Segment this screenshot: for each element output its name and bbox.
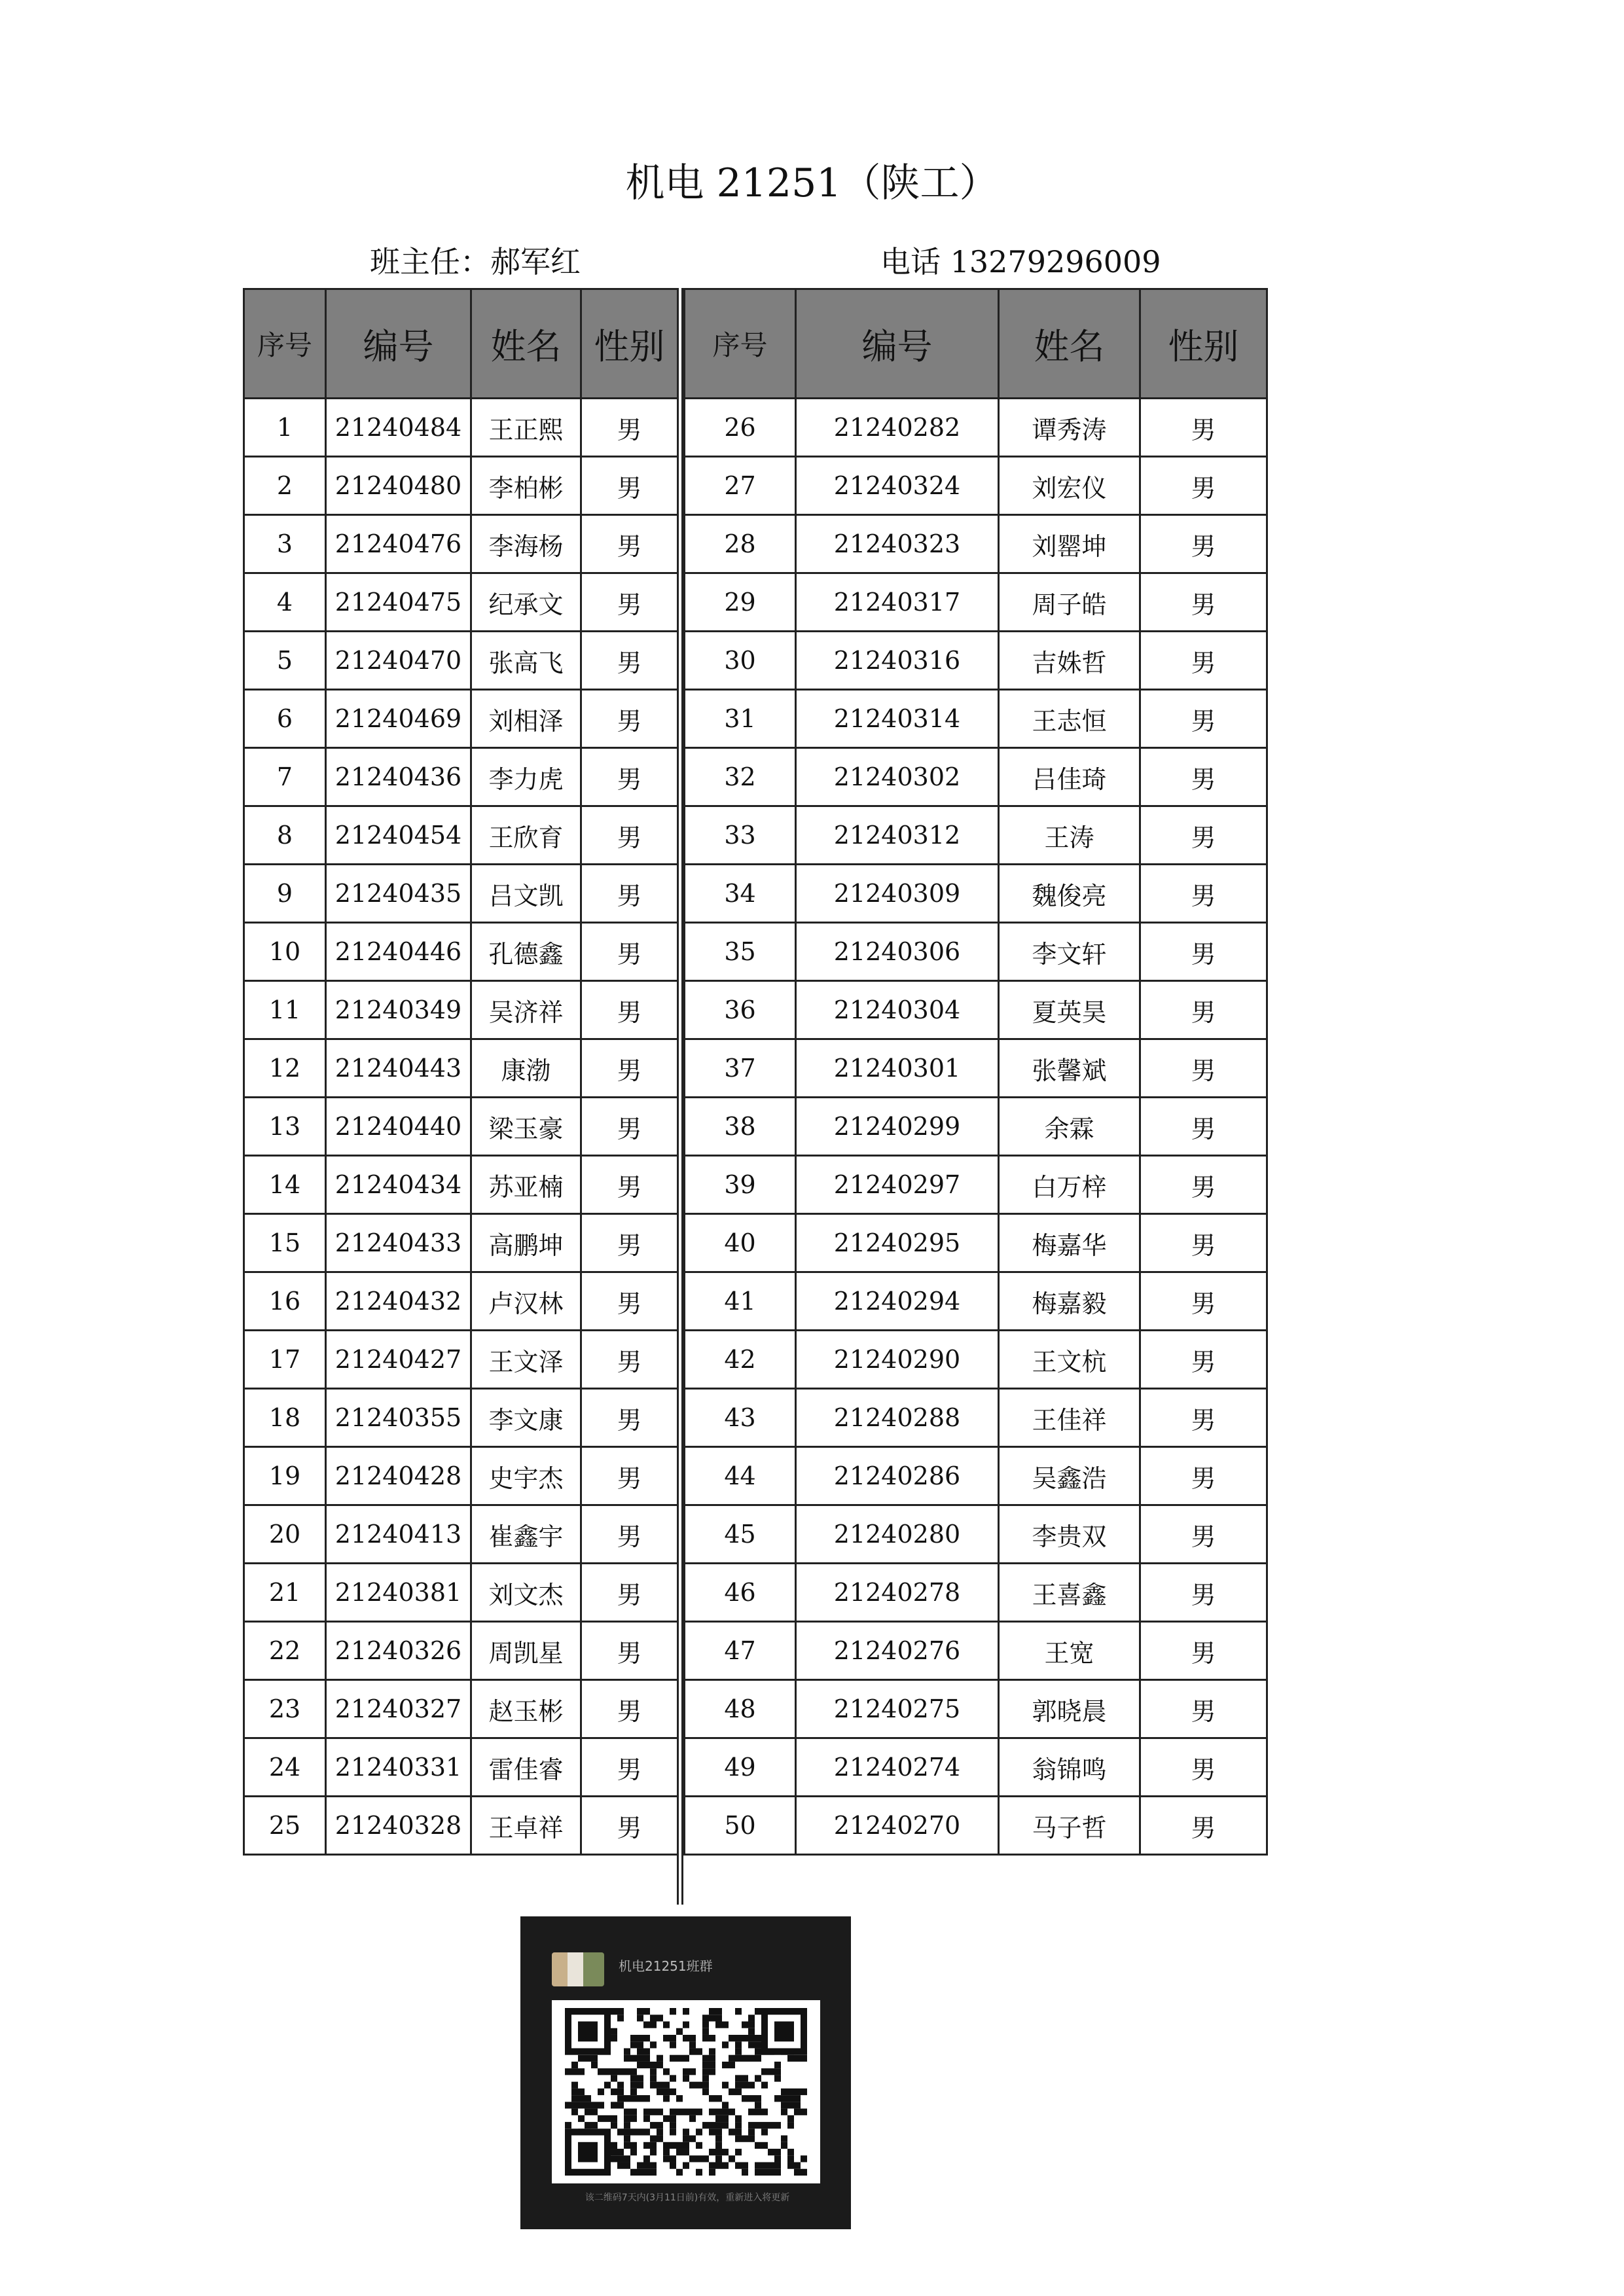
cell-id: 21240476 [326,515,471,573]
header-gender: 性别 [1140,289,1267,399]
table-row [244,1156,678,1214]
cell-gender: 男 [1140,923,1267,981]
cell-gender: 男 [1140,1331,1267,1389]
cell-name: 刘相泽 [471,690,581,748]
cell-id: 21240435 [326,865,471,923]
cell-id: 21240297 [796,1156,999,1214]
cell-gender: 男 [581,632,678,690]
table-row [244,1389,678,1447]
cell-seq: 40 [685,1214,796,1272]
table-row [244,1680,678,1738]
table-row [685,865,1267,923]
cell-name: 梁玉豪 [471,1098,581,1156]
cell-seq: 30 [685,632,796,690]
qr-code-box [552,2000,820,2183]
cell-seq: 31 [685,690,796,748]
cell-gender: 男 [581,1505,678,1564]
cell-name: 李贵双 [999,1505,1140,1564]
cell-seq: 16 [244,1272,326,1331]
table-row [244,923,678,981]
cell-name: 高鹏坤 [471,1214,581,1272]
table-divider [677,288,683,1905]
cell-name: 纪承文 [471,573,581,632]
cell-seq: 35 [685,923,796,981]
cell-seq: 12 [244,1039,326,1098]
table-row [244,1622,678,1680]
cell-name: 吴鑫浩 [999,1447,1140,1505]
cell-name: 王欣育 [471,806,581,865]
cell-seq: 6 [244,690,326,748]
cell-gender: 男 [1140,748,1267,806]
cell-name: 王文杭 [999,1331,1140,1389]
cell-seq: 33 [685,806,796,865]
cell-name: 周凯星 [471,1622,581,1680]
cell-gender: 男 [1140,1447,1267,1505]
table-row [244,573,678,632]
cell-name: 李文轩 [999,923,1140,981]
cell-id: 21240349 [326,981,471,1039]
cell-name: 王佳祥 [999,1389,1140,1447]
header-id: 编号 [796,289,999,399]
table-row [244,1214,678,1272]
cell-gender: 男 [1140,806,1267,865]
cell-name: 王卓祥 [471,1797,581,1855]
cell-name: 刘文杰 [471,1564,581,1622]
table-row [244,1505,678,1564]
table-row [685,1505,1267,1564]
cell-name: 王志恒 [999,690,1140,748]
cell-seq: 13 [244,1098,326,1156]
cell-gender: 男 [581,1564,678,1622]
table-row [685,1272,1267,1331]
table-row [685,515,1267,573]
head-teacher-label: 班主任：郝军红 [370,244,581,279]
cell-seq: 26 [685,399,796,457]
cell-gender: 男 [1140,515,1267,573]
cell-name: 王宽 [999,1622,1140,1680]
cell-name: 白万梓 [999,1156,1140,1214]
cell-seq: 21 [244,1564,326,1622]
table-row [244,981,678,1039]
cell-name: 赵玉彬 [471,1680,581,1738]
table-row [685,1680,1267,1738]
cell-name: 李柏彬 [471,457,581,515]
cell-seq: 42 [685,1331,796,1389]
cell-id: 21240428 [326,1447,471,1505]
cell-seq: 4 [244,573,326,632]
cell-gender: 男 [1140,1738,1267,1797]
cell-id: 21240454 [326,806,471,865]
cell-seq: 43 [685,1389,796,1447]
roster-table-left [243,288,679,1856]
cell-gender: 男 [1140,981,1267,1039]
cell-name: 王文泽 [471,1331,581,1389]
table-row [244,748,678,806]
table-row [685,981,1267,1039]
cell-gender: 男 [581,1738,678,1797]
roster-table-right [683,288,1268,1856]
cell-id: 21240327 [326,1680,471,1738]
cell-id: 21240309 [796,865,999,923]
table-row [685,1389,1267,1447]
header-name: 姓名 [471,289,581,399]
cell-id: 21240323 [796,515,999,573]
cell-id: 21240355 [326,1389,471,1447]
cell-gender: 男 [581,1680,678,1738]
cell-name: 梅嘉毅 [999,1272,1140,1331]
cell-gender: 男 [1140,1098,1267,1156]
table-row [685,1156,1267,1214]
cell-id: 21240302 [796,748,999,806]
cell-gender: 男 [581,806,678,865]
cell-seq: 20 [244,1505,326,1564]
cell-gender: 男 [1140,1564,1267,1622]
table-row [685,1564,1267,1622]
cell-gender: 男 [581,865,678,923]
cell-seq: 18 [244,1389,326,1447]
cell-id: 21240274 [796,1738,999,1797]
cell-gender: 男 [1140,1039,1267,1098]
table-row [685,1098,1267,1156]
cell-seq: 41 [685,1272,796,1331]
cell-id: 21240288 [796,1389,999,1447]
cell-seq: 19 [244,1447,326,1505]
cell-id: 21240328 [326,1797,471,1855]
cell-gender: 男 [1140,865,1267,923]
cell-gender: 男 [1140,1272,1267,1331]
table-row [685,399,1267,457]
roster-body-left [244,399,678,1855]
table-row [244,865,678,923]
cell-seq: 14 [244,1156,326,1214]
table-row [685,1331,1267,1389]
table-row [685,923,1267,981]
header-seq: 序号 [685,289,796,399]
cell-name: 吴济祥 [471,981,581,1039]
cell-seq: 7 [244,748,326,806]
cell-name: 夏英昊 [999,981,1140,1039]
cell-id: 21240312 [796,806,999,865]
cell-id: 21240427 [326,1331,471,1389]
cell-seq: 39 [685,1156,796,1214]
cell-gender: 男 [581,1389,678,1447]
cell-name: 李力虎 [471,748,581,806]
cell-gender: 男 [1140,573,1267,632]
cell-id: 21240331 [326,1738,471,1797]
cell-gender: 男 [1140,1389,1267,1447]
cell-seq: 3 [244,515,326,573]
table-row [244,806,678,865]
cell-id: 21240299 [796,1098,999,1156]
qr-group-name: 机电21251班群 [619,1958,713,1974]
cell-seq: 49 [685,1738,796,1797]
cell-name: 周子皓 [999,573,1140,632]
cell-gender: 男 [581,1098,678,1156]
cell-gender: 男 [1140,1156,1267,1214]
cell-name: 康渤 [471,1039,581,1098]
cell-id: 21240440 [326,1098,471,1156]
page-title: 机电 21251（陕工） [625,160,999,206]
cell-seq: 24 [244,1738,326,1797]
cell-gender: 男 [1140,1505,1267,1564]
cell-id: 21240470 [326,632,471,690]
cell-name: 王正熙 [471,399,581,457]
table-row [685,632,1267,690]
cell-seq: 32 [685,748,796,806]
cell-seq: 46 [685,1564,796,1622]
cell-name: 吕文凯 [471,865,581,923]
cell-gender: 男 [1140,1214,1267,1272]
cell-id: 21240469 [326,690,471,748]
table-row [685,1738,1267,1797]
table-row [244,457,678,515]
cell-id: 21240282 [796,399,999,457]
cell-name: 李海杨 [471,515,581,573]
table-row [244,515,678,573]
cell-gender: 男 [1140,457,1267,515]
cell-id: 21240280 [796,1505,999,1564]
cell-id: 21240294 [796,1272,999,1331]
cell-seq: 2 [244,457,326,515]
cell-seq: 17 [244,1331,326,1389]
cell-seq: 48 [685,1680,796,1738]
cell-seq: 50 [685,1797,796,1855]
cell-id: 21240270 [796,1797,999,1855]
cell-id: 21240290 [796,1331,999,1389]
table-row [244,1738,678,1797]
cell-seq: 34 [685,865,796,923]
cell-id: 21240484 [326,399,471,457]
cell-name: 雷佳睿 [471,1738,581,1797]
cell-name: 王涛 [999,806,1140,865]
cell-id: 21240446 [326,923,471,981]
cell-gender: 男 [581,1214,678,1272]
table-row [685,457,1267,515]
cell-seq: 29 [685,573,796,632]
cell-gender: 男 [581,515,678,573]
cell-seq: 36 [685,981,796,1039]
cell-gender: 男 [581,748,678,806]
cell-seq: 5 [244,632,326,690]
cell-gender: 男 [581,399,678,457]
cell-name: 刘罂坤 [999,515,1140,573]
cell-name: 谭秀涛 [999,399,1140,457]
cell-name: 王喜鑫 [999,1564,1140,1622]
header-seq: 序号 [244,289,326,399]
cell-id: 21240324 [796,457,999,515]
cell-gender: 男 [581,923,678,981]
cell-gender: 男 [1140,1797,1267,1855]
header-gender: 性别 [581,289,678,399]
cell-seq: 23 [244,1680,326,1738]
cell-name: 吕佳琦 [999,748,1140,806]
cell-seq: 37 [685,1039,796,1098]
cell-id: 21240432 [326,1272,471,1331]
cell-seq: 22 [244,1622,326,1680]
table-row [685,1039,1267,1098]
cell-name: 翁锦鸣 [999,1738,1140,1797]
table-row [244,399,678,457]
table-row [685,573,1267,632]
cell-id: 21240278 [796,1564,999,1622]
cell-gender: 男 [1140,1622,1267,1680]
table-row [244,632,678,690]
cell-gender: 男 [581,1447,678,1505]
cell-seq: 8 [244,806,326,865]
group-avatar [552,1952,604,1986]
cell-name: 余霖 [999,1098,1140,1156]
table-row [685,806,1267,865]
table-row [244,1797,678,1855]
cell-name: 张馨斌 [999,1039,1140,1098]
cell-gender: 男 [1140,399,1267,457]
table-header-row [244,289,678,399]
qr-note: 该二维码7天内(3月11日前)有效，重新进入将更新 [585,2193,790,2203]
cell-seq: 45 [685,1505,796,1564]
cell-id: 21240295 [796,1214,999,1272]
table-header-row [685,289,1267,399]
cell-gender: 男 [1140,1680,1267,1738]
cell-name: 梅嘉华 [999,1214,1140,1272]
table-row [244,690,678,748]
table-row [244,1272,678,1331]
table-row [685,1447,1267,1505]
cell-name: 卢汉林 [471,1272,581,1331]
cell-id: 21240326 [326,1622,471,1680]
cell-id: 21240413 [326,1505,471,1564]
cell-name: 史宇杰 [471,1447,581,1505]
table-row [685,1797,1267,1855]
roster-body-right [685,399,1267,1855]
qr-code-icon [565,2008,807,2176]
cell-gender: 男 [581,1331,678,1389]
cell-gender: 男 [581,1156,678,1214]
cell-gender: 男 [581,573,678,632]
cell-seq: 15 [244,1214,326,1272]
cell-seq: 47 [685,1622,796,1680]
cell-id: 21240480 [326,457,471,515]
cell-id: 21240317 [796,573,999,632]
phone-label: 电话 13279296009 [880,244,1161,279]
cell-name: 郭晓晨 [999,1680,1140,1738]
cell-seq: 28 [685,515,796,573]
table-row [244,1331,678,1389]
cell-seq: 1 [244,399,326,457]
cell-id: 21240475 [326,573,471,632]
cell-id: 21240275 [796,1680,999,1738]
cell-id: 21240443 [326,1039,471,1098]
cell-seq: 27 [685,457,796,515]
cell-seq: 9 [244,865,326,923]
cell-gender: 男 [1140,690,1267,748]
table-row [685,748,1267,806]
table-row [244,1039,678,1098]
cell-gender: 男 [581,1622,678,1680]
cell-gender: 男 [1140,632,1267,690]
cell-name: 张高飞 [471,632,581,690]
cell-id: 21240433 [326,1214,471,1272]
cell-gender: 男 [581,457,678,515]
cell-id: 21240434 [326,1156,471,1214]
header-id: 编号 [326,289,471,399]
cell-name: 李文康 [471,1389,581,1447]
cell-gender: 男 [581,981,678,1039]
cell-id: 21240381 [326,1564,471,1622]
cell-id: 21240316 [796,632,999,690]
cell-id: 21240314 [796,690,999,748]
table-row [244,1564,678,1622]
cell-name: 刘宏仪 [999,457,1140,515]
cell-name: 崔鑫宇 [471,1505,581,1564]
cell-name: 吉姝哲 [999,632,1140,690]
cell-id: 21240301 [796,1039,999,1098]
cell-name: 魏俊亮 [999,865,1140,923]
cell-id: 21240436 [326,748,471,806]
cell-gender: 男 [581,690,678,748]
cell-id: 21240286 [796,1447,999,1505]
cell-gender: 男 [581,1272,678,1331]
table-row [685,1214,1267,1272]
cell-seq: 38 [685,1098,796,1156]
cell-seq: 10 [244,923,326,981]
table-row [244,1098,678,1156]
cell-seq: 25 [244,1797,326,1855]
cell-id: 21240276 [796,1622,999,1680]
table-row [685,690,1267,748]
cell-name: 马子哲 [999,1797,1140,1855]
cell-name: 孔德鑫 [471,923,581,981]
table-row [244,1447,678,1505]
table-row [685,1622,1267,1680]
cell-id: 21240304 [796,981,999,1039]
cell-name: 苏亚楠 [471,1156,581,1214]
cell-seq: 11 [244,981,326,1039]
cell-seq: 44 [685,1447,796,1505]
cell-gender: 男 [581,1797,678,1855]
qr-code-card [520,1916,851,2229]
cell-gender: 男 [581,1039,678,1098]
cell-id: 21240306 [796,923,999,981]
header-name: 姓名 [999,289,1140,399]
